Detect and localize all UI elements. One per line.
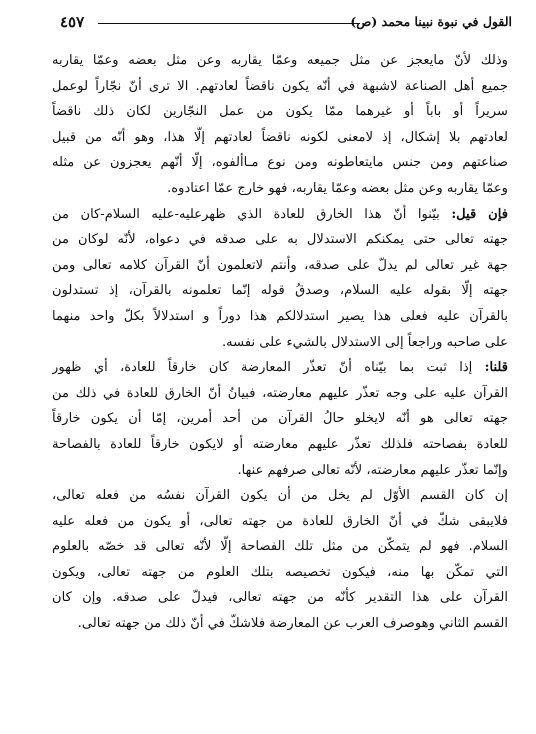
text-line: لعادتهم بلا إشكال، إذ لامعنى لكونه ناقضاً لعادتهم إلّا هذا، وهو أنّه من قبيل [52, 129, 508, 145]
header-rule [98, 23, 360, 24]
text-line: سريراً أو باباً أو غيرهما ممّا يكون من عمل النجّارين لكان ذلك ناقضاً [52, 104, 508, 120]
text-line: جميع أهل الصناعة لاشبهة في أنّه يكون ناقضاً لعادتهم. الا ترى أنّ نجّاراً لوعمل [52, 78, 508, 94]
text-line: وذلك لأنّ مايعجز عن مثل جميعه وعمّا يقاربه وعن مثل بعضه وعمّا يقاربه [52, 53, 508, 68]
text-line: فلايبقى شكّ في أنّ الخارق للعادة من جهته تعالى، أو يكون من فعله عليه [52, 513, 508, 529]
text-line: إن كان القسم الأوّل لم يخل من أن يكون القرآن نفسُه من فعله تعالى، [52, 488, 508, 504]
paragraph [52, 483, 508, 637]
paragraph-lead: قلنا: [484, 360, 508, 376]
text-line: القرآن على هذا التقدير كأنّه من جهته تعالى، فيدلّ على صدقه. وإن كان [52, 590, 508, 606]
paragraph [52, 202, 508, 356]
text-line: جهته تعالى حتى يمكنكم الاستدلال به على صدقه في دعواه، لأنّه لوكان من [52, 232, 508, 248]
text-line: للعادة بفصاحته فلذلك تعذّر عليهم معارضته أو لايكون خارقاً للعادة بالفصاحة [52, 436, 508, 452]
page-number: ٤٥٧ [60, 13, 85, 31]
text-line: جهته إلّا بقوله عليه السلام، وصدقُ قوله إنّما تعلمونه بالقرآن، إذ تستدلون [52, 283, 508, 299]
text-line [52, 355, 508, 381]
paragraph-lead: فإن قيل: [451, 206, 508, 222]
text-line: القرآن عليه على وجه تعذّر عليهم معارضته، فبيانُ أنّ الخارق للعادة في ذلك من [52, 385, 508, 401]
text-line: التي تمكّن بها منه، فيكون تخصيصه بتلك العلوم من جهته تعالى، ويكون [52, 564, 508, 580]
text-line [52, 202, 508, 228]
text-line: جهة غير تعالى لم يدلّ على صدقه، وأنتم لاتعلمون أنّ القرآن كلامه تعالى ومن [52, 257, 508, 273]
text-run: بيّنوا أنّ هذا الخارق للعادة الذي ظهرعليه-عليه السلام-كان من [52, 206, 440, 222]
paragraph [52, 355, 508, 483]
text-line: القسم الثاني وهوصرف العرب عن المعارضة فلاشكّ في أنّ ذلك من جهته تعالى. [77, 616, 508, 632]
body-text [52, 48, 508, 637]
running-title: القول في نبوة نبينا محمد (ص) [350, 14, 512, 29]
text-line: جهته تعالى هو أنّه لايخلو حالُ القرآن من أحد أمرين، إمّا أن يكون خارقاً [52, 411, 508, 427]
text-line: وإنّما تعذّر عليهم معارضته، لأنّه تعالى صرفهم عنها. [237, 462, 508, 478]
text-line: وعمّا يقاربه وعن مثل بعضه وعمّا يقاربه، فهو خارج عمّا اعتادوه. [167, 180, 508, 196]
text-line: على صاحبه وراجعاً إلى الاستدلال بالشيء على نفسه. [221, 334, 508, 350]
page-header [60, 14, 512, 38]
text-line: السلام. فهو لم يتمكّن من مثل تلك الفصاحة إلّا لأنّه تعالى قد خصّه بالعلوم [52, 539, 508, 555]
text-run: إذا ثبت بما بيّناه أنّ تعذّر المعارضة كان خارقاً للعادة، أي ظهور [52, 360, 473, 376]
text-line: بالقرآن عليه فعلى هذا يصير استدلالكم هذا دوراً و استدلالاً بكلّ واحد منهما [52, 308, 508, 324]
paragraph [52, 48, 508, 202]
text-line: صناعتهم ومن جنس مايتعاطونه ومن نوع مـاألفوه، إلّا أنّهم يعجزون عن مثله [52, 155, 508, 171]
